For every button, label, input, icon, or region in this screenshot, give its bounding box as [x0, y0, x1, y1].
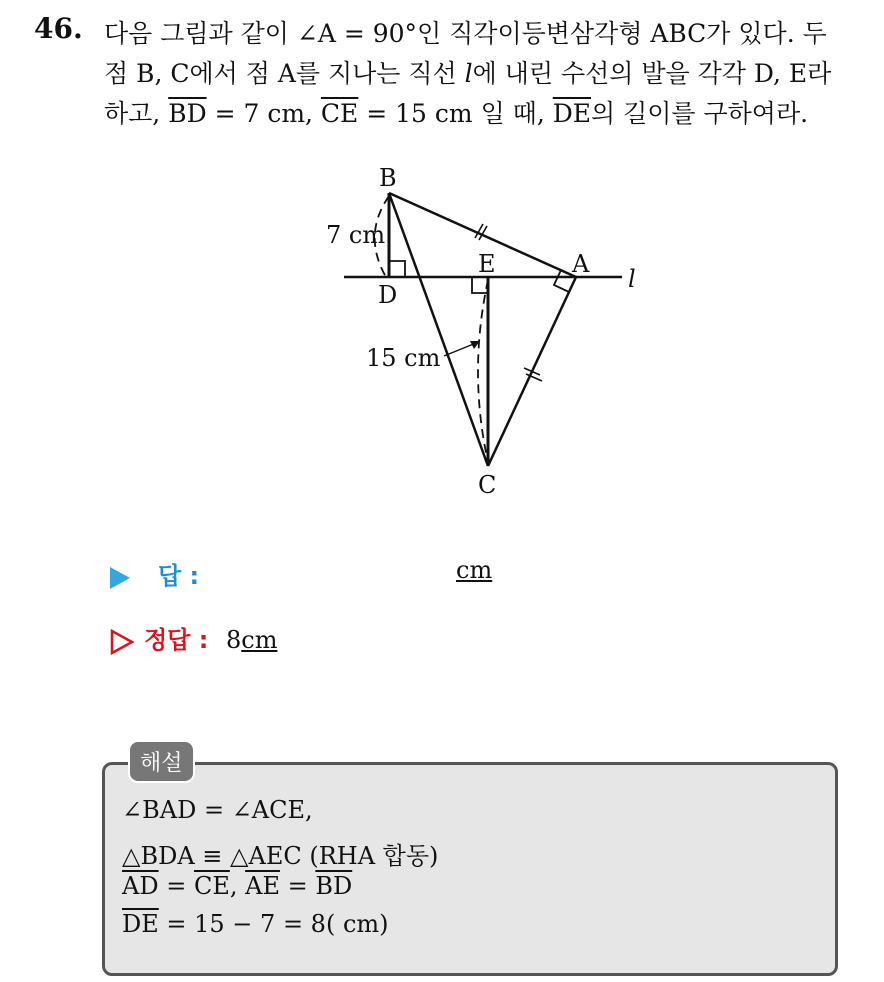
- segment-ae: $\overline{AE}$: [245, 872, 280, 900]
- label-a: A: [572, 250, 590, 278]
- outline-triangle-icon: [110, 629, 134, 655]
- answer-row: [110, 556, 493, 591]
- segment-ad: $\overline{AD}$: [122, 872, 159, 900]
- question-text: 의 길이를 구하여라.: [591, 99, 809, 128]
- explanation-line-3: [122, 872, 352, 900]
- explanation-line-1: ∠BAD = ∠ACE,: [122, 796, 313, 824]
- correct-label: 정답 :: [144, 626, 209, 654]
- question-text: 에 내린 수선의 발을 각각 D, E라: [472, 59, 832, 88]
- segment-bd: $\overline{BD}$: [315, 872, 353, 900]
- explanation-line-4: [122, 910, 389, 938]
- label-b: B: [379, 164, 397, 192]
- answer-label: 답 :: [158, 562, 200, 590]
- segment-de: $\overline{DE}$: [122, 910, 159, 938]
- edge-bc: [389, 193, 488, 466]
- right-angle-e: [472, 277, 488, 293]
- label-e: E: [478, 250, 496, 278]
- question-text: 다음 그림과 같이 ∠A = 90°인 직각이등변삼각형 ABC가 있다. 두: [104, 19, 827, 48]
- question-text: 점 B, C에서 점 A를 지나는 직선: [104, 59, 465, 88]
- answer-unit: cm: [456, 556, 493, 584]
- segment-de: $\overline{DE}$: [552, 99, 592, 128]
- right-angle-d: [389, 261, 405, 277]
- question-line-3: [104, 94, 808, 130]
- line-variable: l: [464, 59, 473, 88]
- play-marker-icon: [110, 567, 130, 589]
- question-text: 하고,: [104, 99, 169, 128]
- correct-row: [110, 620, 277, 655]
- question-line-2: [104, 54, 831, 90]
- label-c: C: [478, 471, 497, 499]
- explanation-tab: 해설: [128, 740, 195, 783]
- label-d: D: [378, 281, 398, 309]
- question-text: = 15 cm 일 때,: [358, 99, 553, 128]
- equals-text: =: [279, 872, 316, 900]
- label-l: l: [628, 265, 636, 293]
- label-15cm: 15 cm: [366, 344, 441, 372]
- question-number: 46.: [34, 12, 83, 45]
- segment-ce: $\overline{CE}$: [320, 99, 359, 128]
- arrow-15cm-line: [444, 343, 476, 356]
- segment-bd: $\overline{BD}$: [168, 99, 207, 128]
- equals-text: =: [158, 872, 194, 900]
- correct-unit: cm: [241, 626, 278, 654]
- correct-value: 8: [225, 626, 242, 654]
- label-7cm: 7 cm: [326, 221, 386, 249]
- separator-text: ,: [229, 872, 246, 900]
- segment-ce: $\overline{CE}$: [193, 872, 230, 900]
- triangle-figure: [310, 150, 670, 510]
- explanation-line-2: △BDA ≡ △AEC (RHA 합동): [122, 842, 439, 870]
- question-text: = 7 cm,: [206, 99, 321, 128]
- question-line-1: [104, 14, 827, 50]
- equation-text: = 15 − 7 = 8( cm): [158, 910, 389, 938]
